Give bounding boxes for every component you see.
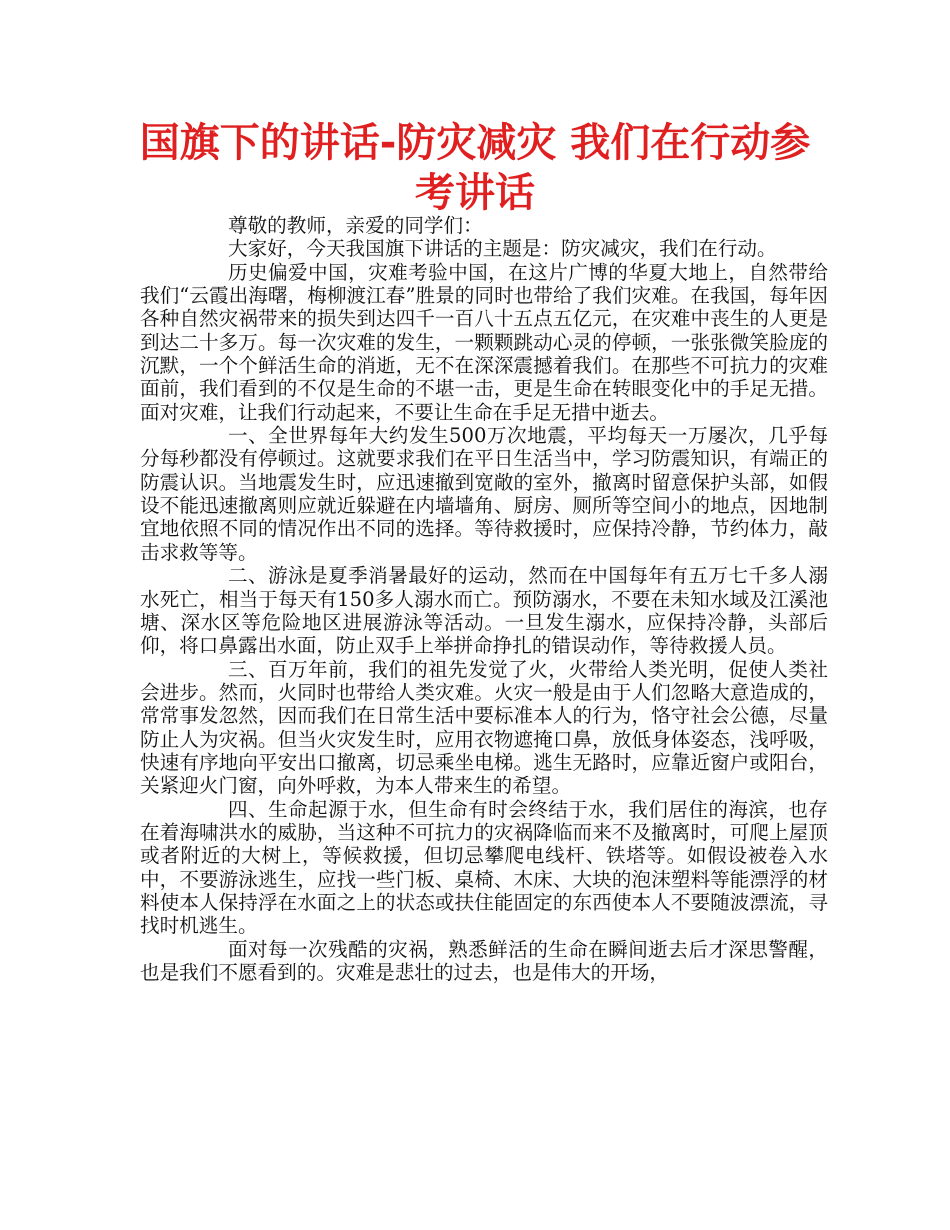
salutation-paragraph: 尊敬的教师，亲爱的同学们：: [228, 214, 483, 237]
greeting-paragraph: 大家好，今天我国旗下讲话的主题是：防灾减灾，我们在行动。: [228, 237, 777, 261]
fire-paragraph: 三、百万年前，我们的祖先发觉了火，火带给人类光明，促使人类社会进步。然而，火同时也带给人类灾难。火灾一般是由于人们忽略大意造成的，常常事发忽然，因而我们在日常生活中要标准本人的行为，恪守社会公德，尽量防止人为灾祸。但当火灾发生时，应用衣物遮掩口鼻，放低身体姿态，浅呼吸，快速有序地向平安出口撤离，切忌乘坐电梯。逃生无路时，应靠近窗户或阳台，关紧迎火门窗，向外呼救，为本人带来生的希望。: [140, 657, 828, 798]
document-body: [140, 214, 828, 984]
drowning-paragraph: 二、游泳是夏季消暑最好的运动，然而在中国每年有五万七千多人溺水死亡，相当于每天有150多人溺水而亡。预防溺水，不要在未知水域及江溪池塘、深水区等危险地区进展游泳等活动。一旦发生溺水，应保持冷静，头部后仰，将口鼻露出水面，防止双手上举拼命挣扎的错误动作，等待救援人员。: [140, 564, 828, 658]
earthquake-paragraph: 一、全世界每年大约发生500万次地震，平均每天一万屡次，几乎每分每秒都没有停顿过。这就要求我们在平日生活当中，学习防震知识，有端正的防震认识。当地震发生时，应迅速撤到宽敞的室外，撤离时留意保护头部，如假设不能迅速撤离则应就近躲避在内墙墙角、厨房、厕所等空间小的地点，因地制宜地依照不同的情况作出不同的选择。等待救援时，应保持冷静，节约体力，敲击求救等等。: [140, 424, 828, 564]
closing-paragraph: 面对每一次残酷的灾祸，熟悉鲜活的生命在瞬间逝去后才深思警醒，也是我们不愿看到的。灾难是悲壮的过去，也是伟大的开场，: [140, 937, 828, 984]
flood-paragraph: 四、生命起源于水，但生命有时会终结于水，我们居住的海滨，也存在着海啸洪水的威胁，当这种不可抗力的灾祸降临而来不及撤离时，可爬上屋顶或者附近的大树上，等候救援，但切忌攀爬电线杆、铁塔等。如假设被卷入水中，不要游泳逃生，应找一些门板、桌椅、木床、大块的泡沫塑料等能漂浮的材料使本人保持浮在水面之上的状态或扶住能固定的东西使本人不要随波漂流，寻找时机逃生。: [140, 797, 828, 938]
document-title: 国旗下的讲话-防灾减灾 我们在行动参考讲话: [139, 120, 811, 216]
intro-paragraph: 历史偏爱中国，灾难考验中国，在这片广博的华夏大地上，自然带给我们“云霞出海曙，梅柳渡江春”胜景的同时也带给了我们灾难。在我国，每年因各种自然灾祸带来的损失到达四千一百八十五点五亿元，在灾难中丧生的人更是到达二十多万。每一次灾难的发生，一颗颗跳动心灵的停顿，一张张微笑脸庞的沉默，一个个鲜活生命的消逝，无不在深深震撼着我们。在那些不可抗力的灾难面前，我们看到的不仅是生命的不堪一击，更是生命在转眼变化中的手足无措。面对灾难，让我们行动起来，不要让生命在手足无措中逝去。: [140, 260, 828, 424]
